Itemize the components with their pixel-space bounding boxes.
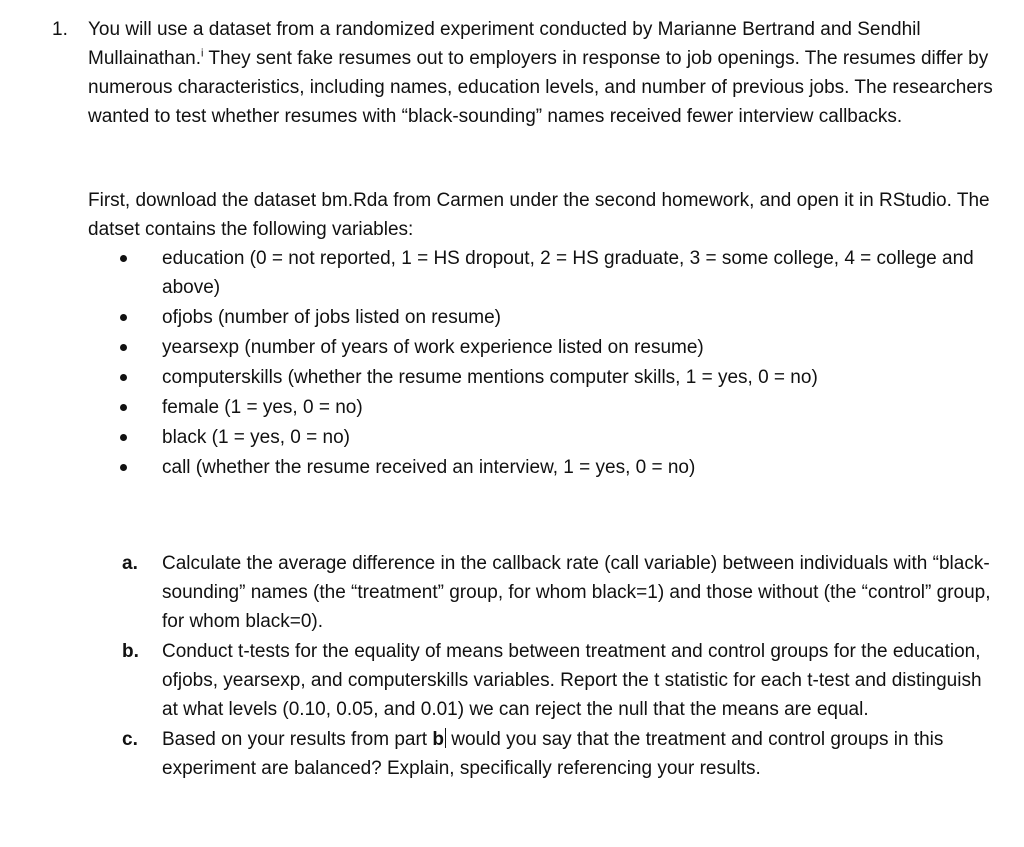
list-item: [88, 333, 993, 362]
bullet-icon: [120, 314, 127, 321]
variable-description: computerskills (whether the resume mentions computer skills, 1 = yes, 0 = no): [162, 367, 818, 388]
bullet-icon: [120, 255, 127, 262]
subquestion-letter: a.: [122, 553, 138, 574]
bullet-icon: [120, 374, 127, 381]
intro-text-rest: They sent fake resumes out to employers in response to job openings. The resumes differ by numerous characteristics, including names, education levels, and number of previous jobs. The researchers wanted to test whether resumes with “black-sounding” names received fewer interview callbacks.: [88, 48, 993, 127]
variable-description: education (0 = not reported, 1 = HS dropout, 2 = HS graduate, 3 = some college, 4 = college and above): [162, 248, 974, 298]
subquestion-a: [88, 549, 993, 636]
variable-description: call (whether the resume received an interview, 1 = yes, 0 = no): [162, 457, 696, 478]
bullet-icon: [120, 464, 127, 471]
bullet-icon: [120, 344, 127, 351]
footnote-marker[interactable]: i: [201, 47, 204, 60]
instructions-paragraph: First, download the dataset bm.Rda from Carmen under the second homework, and open it in RStudio. The datset contains the following variables:: [88, 190, 990, 240]
variable-description: female (1 = yes, 0 = no): [162, 397, 363, 418]
variable-list: [88, 244, 993, 483]
subquestion-b: [88, 637, 993, 724]
subquestion-c: [88, 725, 993, 783]
list-item: [88, 244, 993, 302]
subquestion-letter: b.: [122, 641, 139, 662]
subquestion-text: Conduct t-tests for the equality of means between treatment and control groups for the education, ofjobs, yearsexp, and computerskills variables. Report the t statistic for each t-test and distinguish at what levels (0.10, 0.05, and 0.01) we can reject the null that the means are equal.: [162, 641, 982, 720]
list-item: [88, 453, 993, 482]
variable-description: ofjobs (number of jobs listed on resume): [162, 307, 501, 328]
question-number: 1.: [52, 19, 68, 40]
list-item: [88, 423, 993, 452]
list-item: [88, 303, 993, 332]
subquestion-text-rest: would you say that the treatment and control groups in this experiment are balanced? Explain, specifically referencing your results.: [162, 729, 944, 779]
list-item: [88, 393, 993, 422]
variable-description: yearsexp (number of years of work experience listed on resume): [162, 337, 704, 358]
intro-paragraph: [88, 15, 993, 131]
intro-text-start: You will use a dataset from a randomized experiment conducted by Marianne Bertrand and Sendhil Mullainathan.: [88, 19, 921, 69]
subquestion-text: Calculate the average difference in the callback rate (call variable) between individuals with “black-sounding” names (the “treatment” group, for whom black=1) and those without (the “control” group, for whom black=0).: [162, 553, 991, 632]
subquestion-text-start: Based on your results from part: [162, 729, 433, 750]
variable-description: black (1 = yes, 0 = no): [162, 427, 350, 448]
part-reference: b: [432, 729, 444, 750]
subquestion-list: [88, 549, 993, 784]
bullet-icon: [120, 404, 127, 411]
list-item: [88, 363, 993, 392]
bullet-icon: [120, 434, 127, 441]
subquestion-letter: c.: [122, 729, 138, 750]
